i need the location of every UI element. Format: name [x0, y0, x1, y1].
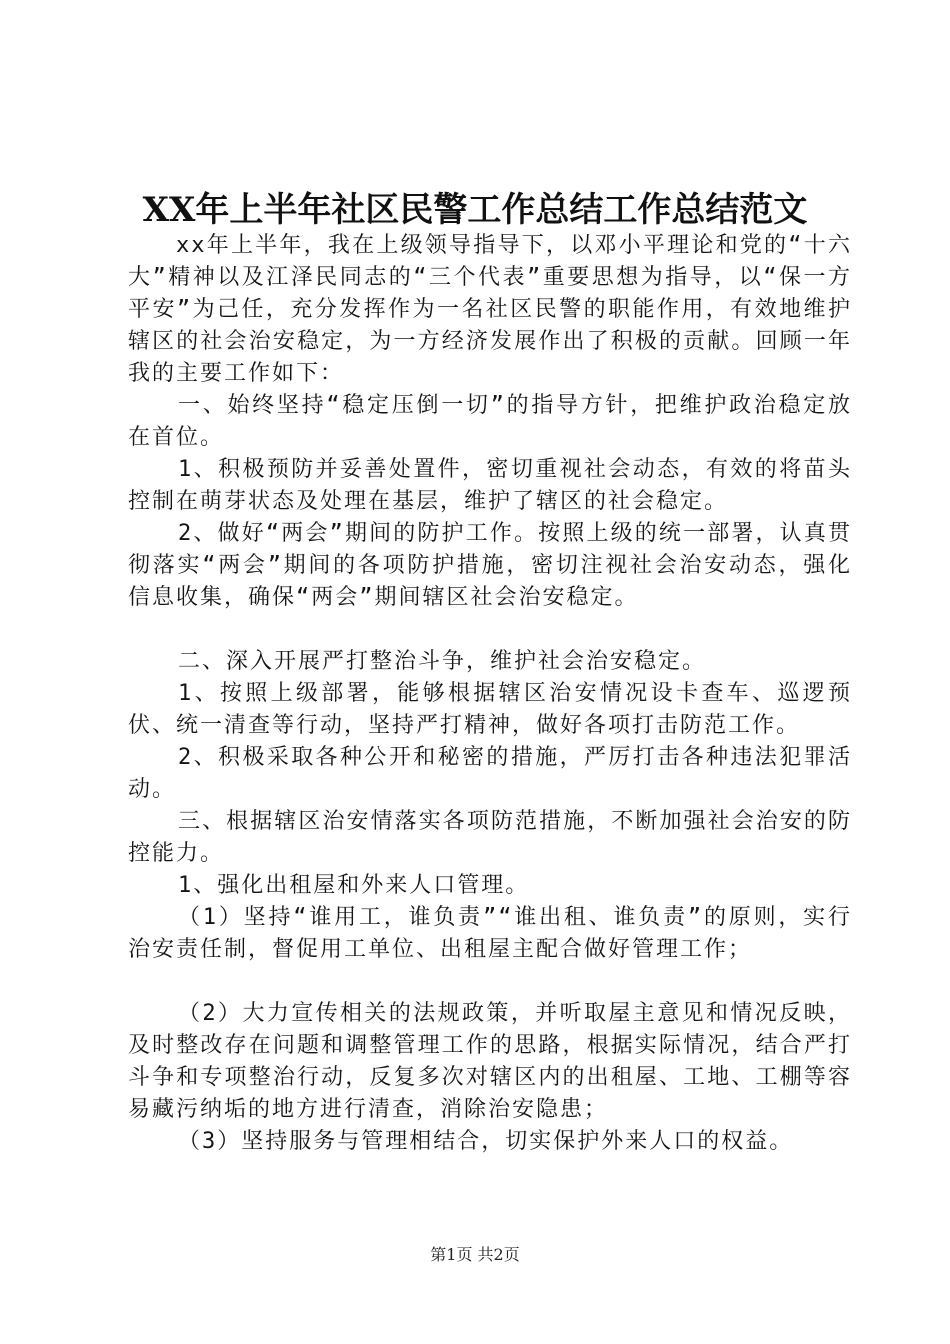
paragraph-section-3: 三、根据辖区治安情落实各项防范措施，不断加强社会治安的防控能力。 [128, 809, 852, 866]
document-body [128, 230, 852, 1158]
paragraph-subitem-1: （1）坚持“谁用工，谁负责”“谁出租、谁负责”的原则，实行治安责任制，督促用工单位、出租屋主配合做好管理工作； [128, 905, 852, 962]
paragraph-subitem-3: （3）坚持服务与管理相结合，切实保护外来人口的权益。 [178, 1129, 794, 1154]
paragraph-section-2: 二、深入开展严打整治斗争，维护社会治安稳定。 [178, 649, 707, 674]
paragraph-item-2-2: 2、积极采取各种公开和秘密的措施，严厉打击各种违法犯罪活动。 [128, 745, 852, 802]
paragraph-item-1-2: 2、做好“两会”期间的防护工作。按照上级的统一部署，认真贯彻落实“两会”期间的各项防护措施，密切注视社会治安动态，强化信息收集，确保“两会”期间辖区社会治安稳定。 [128, 521, 852, 610]
paragraph-subitem-2: （2）大力宣传相关的法规政策，并听取屋主意见和情况反映，及时整改存在问题和调整管理工作的思路，根据实际情况，结合严打斗争和专项整治行动，反复多次对辖区内的出租屋、工地、工棚等容易藏污纳垢的地方进行清查，消除治安隐患； [128, 1001, 852, 1122]
paragraph-item-1-1: 1、积极预防并妥善处置件，密切重视社会动态，有效的将苗头控制在萌芽状态及处理在基层，维护了辖区的社会稳定。 [128, 457, 852, 514]
paragraph-item-3-1: 1、强化出租屋和外来人口管理。 [178, 873, 530, 898]
paragraph-section-1: 一、始终坚持“稳定压倒一切”的指导方针，把维护政治稳定放在首位。 [128, 393, 852, 450]
page-number-footer: 第1页 共2页 [430, 1245, 520, 1264]
paragraph-item-2-1: 1、按照上级部署，能够根据辖区治安情况设卡查车、巡逻预伏、统一清查等行动，坚持严打精神，做好各项打击防范工作。 [128, 681, 852, 738]
paragraph-intro: xx年上半年，我在上级领导指导下，以邓小平理论和党的“十六大”精神以及江泽民同志的“三个代表”重要思想为指导，以“保一方平安”为己任，充分发挥作为一名社区民警的职能作用，有效地维护辖区的社会治安稳定，为一方经济发展作出了积极的贡献。回顾一年我的主要工作如下： [128, 233, 852, 386]
document-title: XX年上半年社区民警工作总结工作总结范文 [142, 190, 808, 230]
